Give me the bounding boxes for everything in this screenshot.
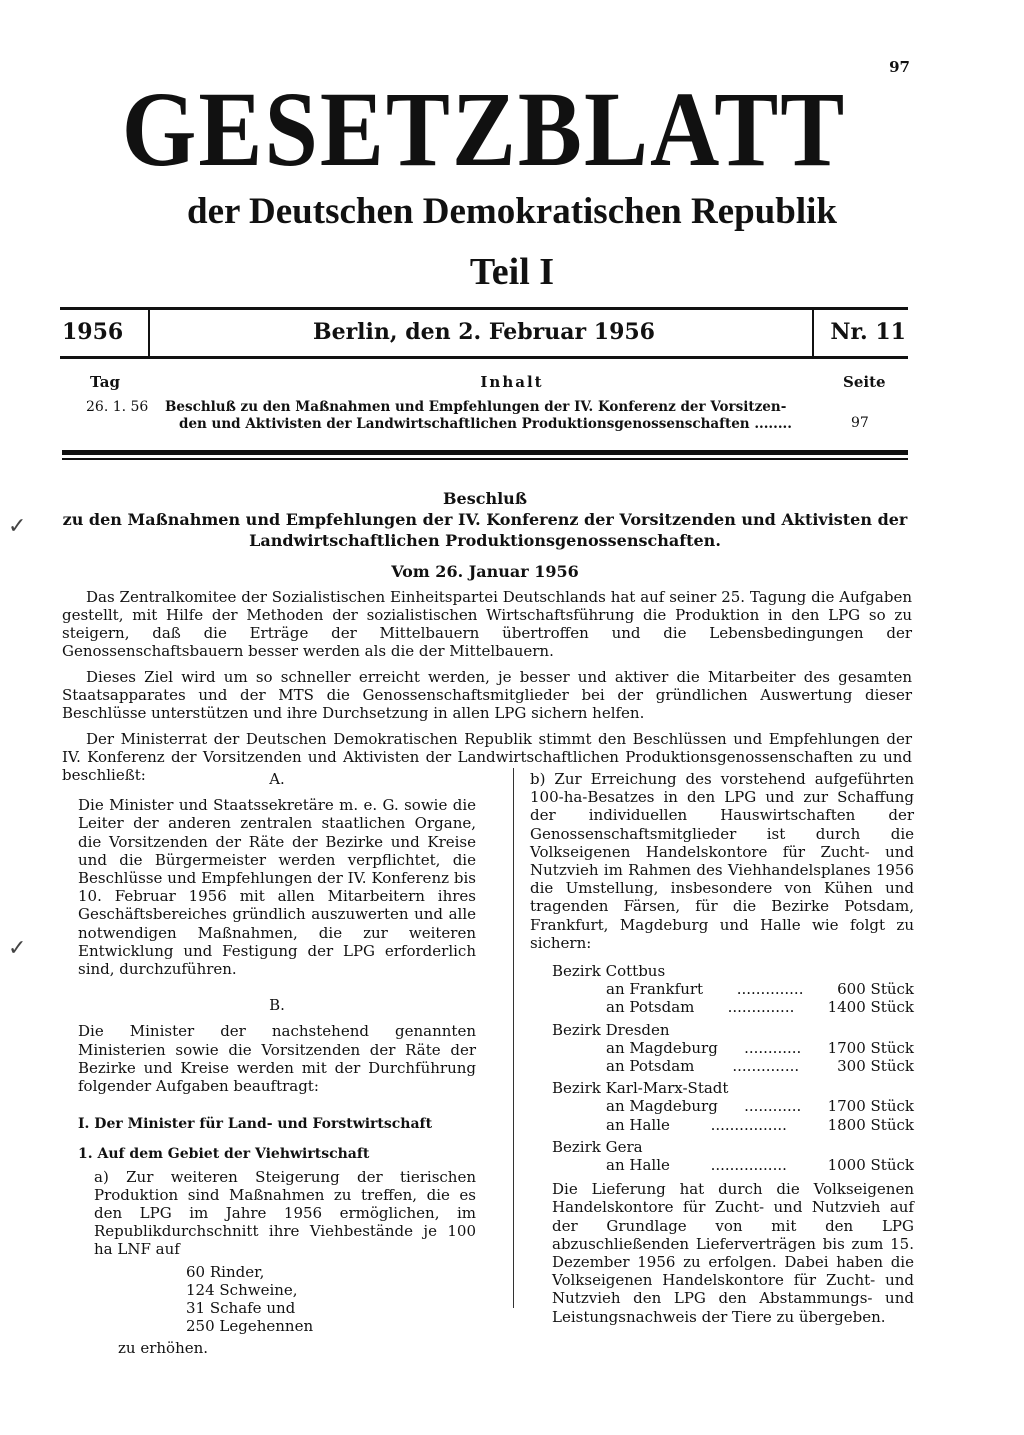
sub-heading-1: 1. Auf dem Gebiet der Viehwirtschaft <box>78 1146 370 1163</box>
delivery-leader: .............. <box>732 1057 800 1076</box>
animal-item: 124 Schweine, <box>186 1280 298 1299</box>
decree-title-1: Beschluß <box>443 489 527 508</box>
delivery-quantity: 1700 Stück <box>827 1038 914 1057</box>
decree-date: Vom 26. Januar 1956 <box>391 562 579 581</box>
delivery-row <box>530 1097 914 1115</box>
left-column <box>78 770 476 1358</box>
delivery-district: Bezirk Karl-Marx-Stadt <box>552 1079 729 1098</box>
delivery-destination: an Halle <box>606 1115 670 1134</box>
toc-col-page: Seite <box>843 373 886 391</box>
delivery-destination: an Frankfurt <box>606 980 704 999</box>
page-number: 97 <box>889 58 910 76</box>
intro-paragraph: Der Ministerrat der Deutschen Demokratischen Republik stimmt den Beschlüssen und Empfehlungen der IV. Konferenz der Vorsitzenden und Aktivisten der Landwirtschaftlichen Produktionsgenossenschaften zu und beschließt: <box>62 730 912 784</box>
delivery-leader: .............. <box>736 980 804 999</box>
delivery-destination: an Potsdam <box>606 1057 695 1076</box>
delivery-quantity: 1800 Stück <box>827 1115 914 1134</box>
delivery-leader: ............ <box>744 1038 802 1057</box>
animal-item: 250 Legehennen <box>186 1317 314 1336</box>
intro-paragraph: Dieses Ziel wird um so schneller erreicht werden, je besser und aktiver die Mitarbeiter des gesamten Staatsapparates und der MTS die Genossenschaftsmitglieder bei der gründlichen Auswertung dieser Beschlüsse unterstützen und ihre Durchsetzung in allen LPG sichern helfen. <box>62 668 912 722</box>
delivery-destination: an Potsdam <box>606 998 695 1017</box>
sub-heading-i: I. Der Minister für Land- und Forstwirtschaft <box>78 1116 433 1133</box>
toc-entry-text <box>165 399 825 433</box>
decree-title-2: zu den Maßnahmen und Empfehlungen der IV. Konferenz der Vorsitzenden und Aktivisten der <box>62 510 908 529</box>
delivery-district: Bezirk Cottbus <box>552 962 666 981</box>
right-column <box>530 770 914 1326</box>
masthead-part: Teil I <box>469 251 555 293</box>
delivery-row <box>530 1057 914 1075</box>
delivery-quantity: 1000 Stück <box>827 1156 914 1175</box>
delivery-row <box>530 1156 914 1174</box>
issue-year: 1956 <box>62 319 124 345</box>
delivery-leader: .............. <box>727 998 795 1017</box>
delivery-destination: an Magdeburg <box>606 1038 718 1057</box>
delivery-destination: an Magdeburg <box>606 1097 718 1116</box>
delivery-destination: an Halle <box>606 1156 670 1175</box>
delivery-district: Bezirk Gera <box>552 1137 643 1156</box>
rule-thin <box>62 458 908 460</box>
masthead-title <box>58 68 910 189</box>
intro-paragraph: Das Zentralkomitee der Sozialistischen Einheitspartei Deutschlands hat auf seiner 25. Tagung die Aufgaben gestellt, mit Hilfe der Methoden der sozialistischen Wirtschaftsführung die Produktion in den LPG so zu steigern, daß die Erträge der Mittelbauern übertroffen und die Lebensbedingungen der Genossenschaftsbauern besser werden als die der Mittelbauern. <box>62 588 912 660</box>
delivery-quantity: 1700 Stück <box>827 1097 914 1116</box>
delivery-district: Bezirk Dresden <box>552 1020 670 1039</box>
margin-check-mark: ✓ <box>8 936 27 961</box>
delivery-row <box>530 1116 914 1134</box>
animal-item: 60 Rinder, <box>186 1262 265 1281</box>
masthead-title-text: GESETZBLATT <box>121 68 847 189</box>
delivery-leader: ................ <box>710 1156 787 1175</box>
toc-entry-day: 26. 1. 56 <box>86 399 149 415</box>
toc-heading: Inhalt <box>480 373 544 391</box>
toc-entry-line-2: den und Aktivisten der Landwirtschaftlichen Produktionsgenossenschaften ........ <box>179 416 792 432</box>
delivery-quantity: 1400 Stück <box>827 998 914 1017</box>
delivery-quantity: 300 Stück <box>837 1057 914 1076</box>
section-a-heading: A. <box>269 770 285 788</box>
section-a-text: Die Minister und Staatssekretäre m. e. G. sowie die Leiter der anderen zentralen staatlichen Organe, die Vorsitzenden der Räte der Bezirke und Kreise und die Bürgermeister werden verpflichtet, die Beschlüsse und Empfehlungen der IV. Konferenz bis 10. Februar 1956 mit allen Mitarbeitern ihres Geschäftsbereiches gründlich auszuwerten und alle notwendigen Maßnahmen, die zur weiteren Entwicklung und Festigung der LPG erforderlich sind, durchzuführen. <box>78 796 476 979</box>
item-a-end: zu erhöhen. <box>118 1339 209 1358</box>
animal-item: 31 Schafe und <box>186 1299 296 1318</box>
delivery-row <box>530 1039 914 1057</box>
masthead-subtitle: der Deutschen Demokratischen Republik <box>187 191 837 232</box>
item-b-text: b) Zur Erreichung des vorstehend aufgeführten 100-ha-Besatzes in den LPG und zur Schaffung der individuellen Hauswirtschaften der Genossenschaftsmitglieder ist durch die Volkseigenen Handelskontore für Zucht- und Nutzvieh im Rahmen des Viehhandelsplanes 1956 die Umstellung, insbesondere von Kühen und tragenden Färsen, für die Bezirke Potsdam, Frankfurt, Magdeburg und Halle wie folgt zu sichern: <box>530 770 914 952</box>
issue-place-date: Berlin, den 2. Februar 1956 <box>313 319 655 345</box>
closing-paragraph: Die Lieferung hat durch die Volkseigenen Handelskontore für Zucht- und Nutzvieh auf der Grundlage von mit den LPG abzuschließenden Lieferverträgen bis zum 15. Dezember 1956 zu erfolgen. Dabei haben die Volkseigenen Handelskontore für Zucht- und Nutzvieh den LPG den Abstammungs- und Leistungsnachweis der Tiere zu übergeben. <box>552 1180 914 1326</box>
decree-title-3: Landwirtschaftlichen Produktionsgenossenschaften. <box>249 531 721 550</box>
issue-number: Nr. 11 <box>830 319 906 345</box>
delivery-row <box>530 980 914 998</box>
section-b-heading: B. <box>269 996 285 1015</box>
item-a-text: a) Zur weiteren Steigerung der tierischen Produktion sind Maßnahmen zu treffen, die es den LPG im Jahre 1956 ermöglichen, im Republikdurchschnitt ihre Viehbestände je 100 ha LNF auf <box>94 1167 476 1259</box>
delivery-quantity: 600 Stück <box>837 980 914 999</box>
toc-entry-line-1: Beschluß zu den Maßnahmen und Empfehlungen der IV. Konferenz der Vorsitzen- <box>165 399 787 415</box>
delivery-row <box>530 998 914 1016</box>
delivery-block <box>530 962 914 1174</box>
toc-entry-page: 97 <box>851 415 869 431</box>
section-b-text: Die Minister der nachstehend genannten Ministerien sowie die Vorsitzenden der Räte der Bezirke und Kreise werden mit der Durchführung folgender Aufgaben beauftragt: <box>78 1022 476 1096</box>
animal-list <box>78 1263 476 1336</box>
divider <box>812 310 814 356</box>
delivery-leader: ............ <box>744 1097 802 1116</box>
margin-check-mark: ✓ <box>8 514 27 539</box>
rule-thick <box>62 450 908 455</box>
delivery-leader: ................ <box>710 1115 787 1134</box>
column-divider <box>513 768 514 1308</box>
issue-bar <box>60 307 908 359</box>
decree-intro <box>62 588 912 792</box>
toc-col-day: Tag <box>90 373 120 391</box>
